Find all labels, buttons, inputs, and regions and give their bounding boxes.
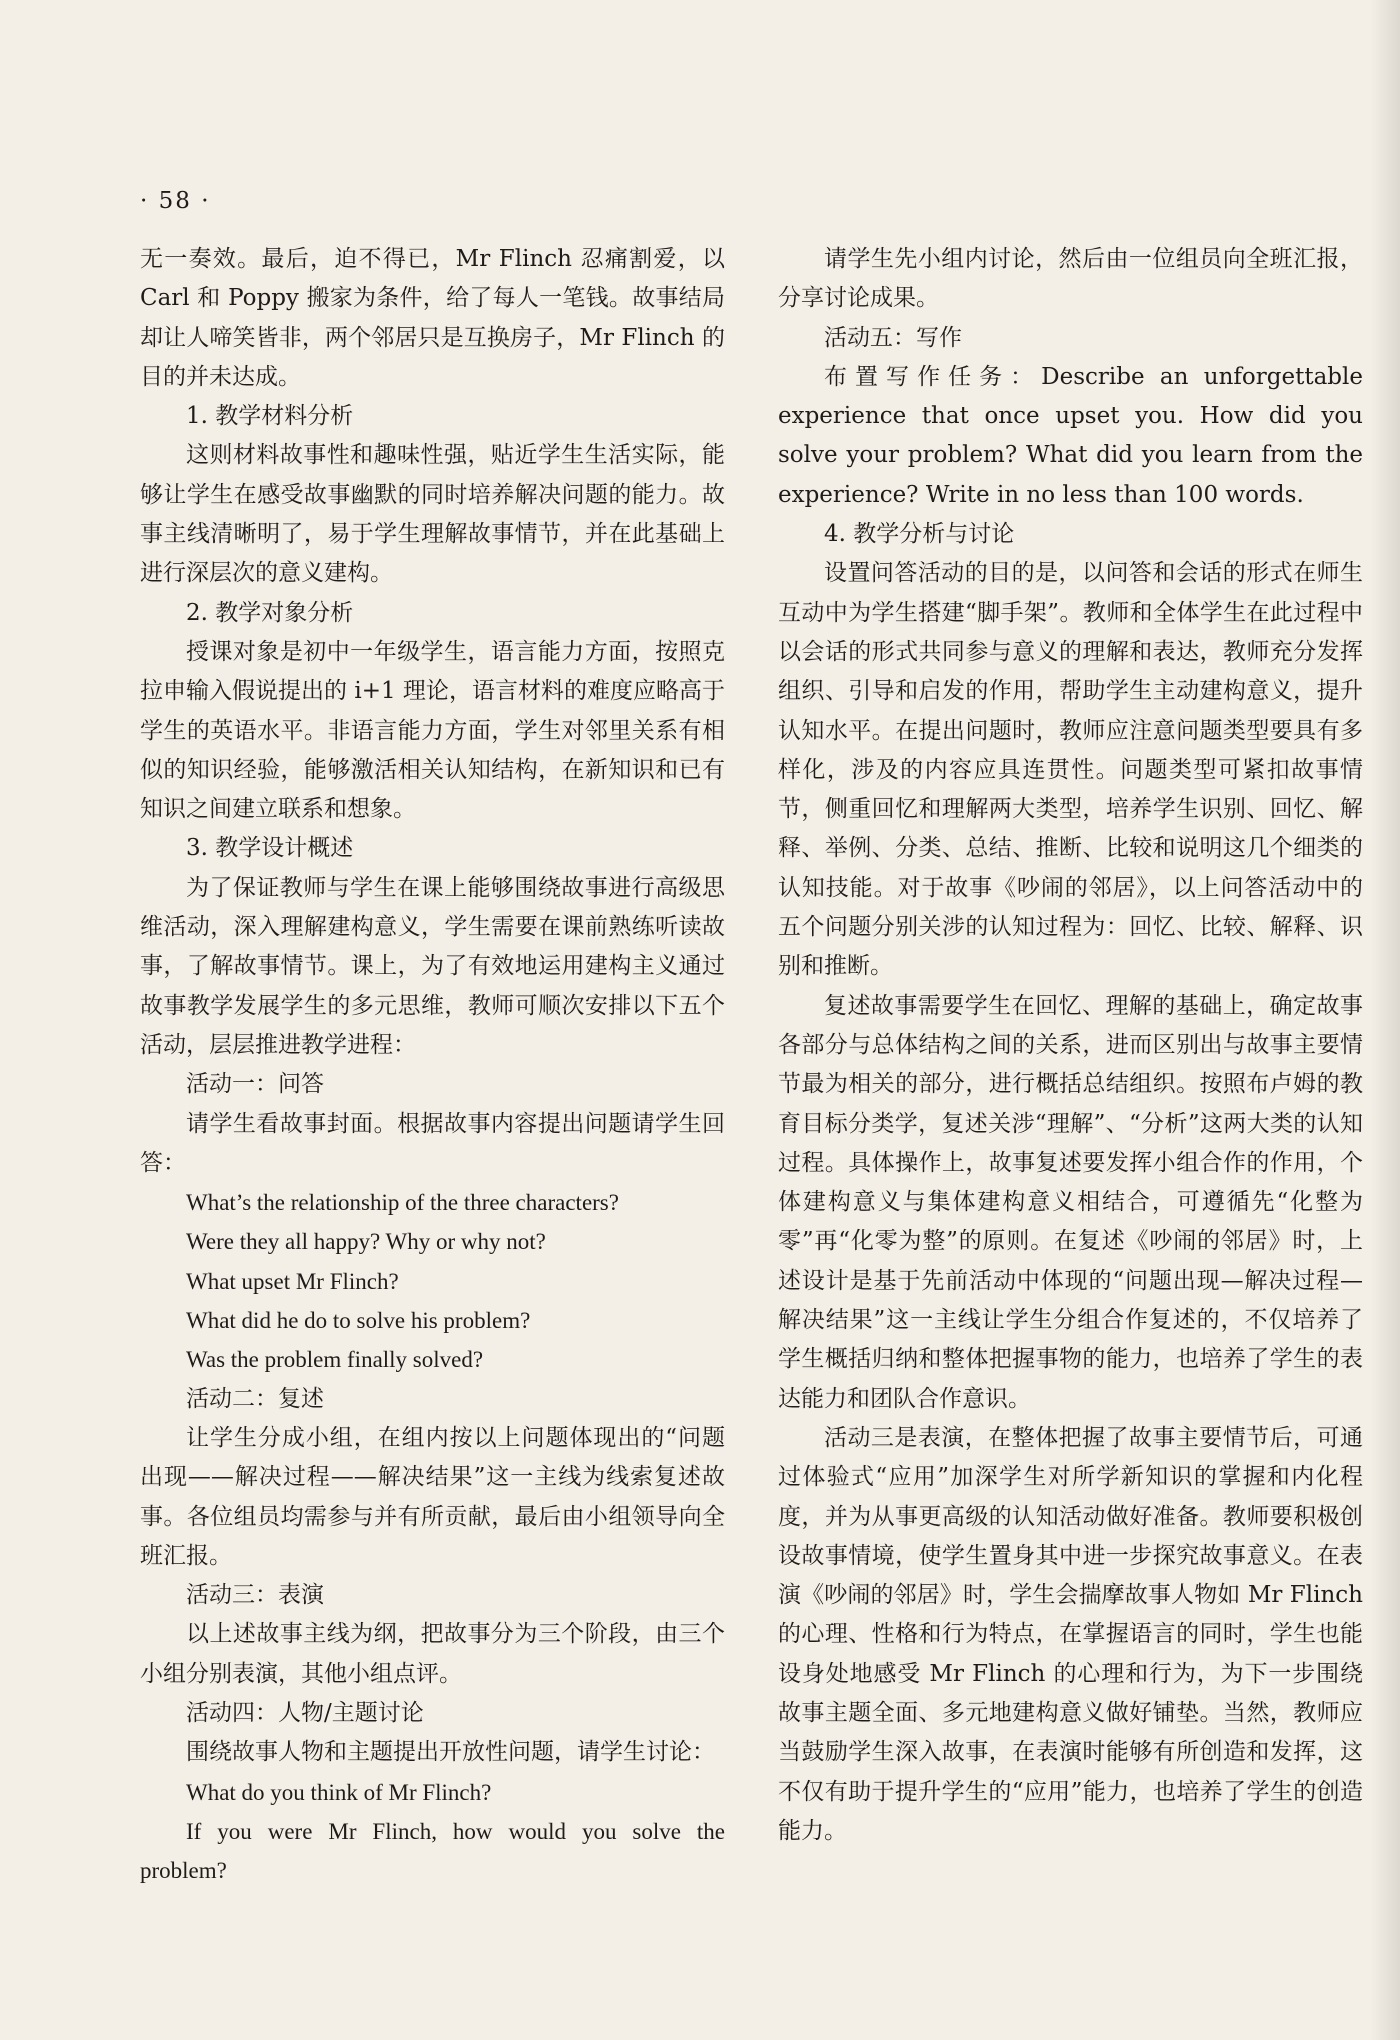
paragraph: Was the problem finally solved? xyxy=(186,1347,484,1373)
paragraph: What’s the relationship of the three characters? xyxy=(186,1190,619,1216)
paragraph: Were they all happy? Why or why not? xyxy=(186,1229,546,1255)
section-heading: 3. 教学设计概述 xyxy=(186,835,354,862)
paragraph: 复述故事需要学生在回忆、理解的基础上，确定故事各部分与总体结构之间的关系，进而区别出与故事主要情节最为相关的部分，进行概括总结组织。按照布卢姆的教育目标分类学，复述关涉“理解”、“分析”这两大类的认知过程。具体操作上，故事复述要发挥小组合作的作用，个体建构意义与集体建构意义相结合，可遵循先“化整为零”再“化零为整”的原则。在复述《吵闹的邻居》时，上述设计是基于先前活动中体现的“问题出现—解决过程—解决结果”这一主线让学生分组合作复述的，不仅培养了学生概括归纳和整体把握事物的能力，也培养了学生的表达能力和团队合作意识。 xyxy=(778,992,1363,1412)
section-heading: 活动一：问答 xyxy=(186,1071,324,1098)
paragraph: What upset Mr Flinch? xyxy=(186,1268,399,1294)
paragraph: 请学生看故事封面。根据故事内容提出问题请学生回答： xyxy=(140,1110,725,1176)
paragraph: What do you think of Mr Flinch? xyxy=(186,1779,492,1805)
paragraph: 以上述故事主线为纲，把故事分为三个阶段，由三个小组分别表演，其他小组点评。 xyxy=(140,1621,725,1687)
paragraph: What did he do to solve his problem? xyxy=(186,1308,531,1334)
section-heading: 4. 教学分析与讨论 xyxy=(824,521,1015,548)
section-heading: 活动三：表演 xyxy=(186,1582,324,1609)
paragraph: If you were Mr Flinch, how would you solve the problem? xyxy=(140,1818,725,1884)
section-heading: 活动五：写作 xyxy=(824,324,962,351)
paragraph: 请学生先小组内讨论，然后由一位组员向全班汇报，分享讨论成果。 xyxy=(778,246,1363,312)
paragraph: 这则材料故事性和趣味性强，贴近学生生活实际，能够让学生在感受故事幽默的同时培养解决问题的能力。故事主线清晰明了，易于学生理解故事情节，并在此基础上进行深层次的意义建构。 xyxy=(140,442,725,587)
section-heading: 1. 教学材料分析 xyxy=(186,403,354,430)
paragraph: 设置问答活动的目的是，以问答和会话的形式在师生互动中为学生搭建“脚手架”。教师和全体学生在此过程中以会话的形式共同参与意义的理解和表达，教师充分发挥组织、引导和启发的作用，帮助学生主动建构意义，提升认知水平。在提出问题时，教师应注意问题类型要具有多样化，涉及的内容应具连贯性。问题类型可紧扣故事情节，侧重回忆和理解两大类型，培养学生识别、回忆、解释、举例、分类、总结、推断、比较和说明这几个细类的认知技能。对于故事《吵闹的邻居》，以上问答活动中的五个问题分别关涉的认知过程为：回忆、比较、解释、识别和推断。 xyxy=(778,560,1363,980)
section-heading: 2. 教学对象分析 xyxy=(186,599,354,626)
section-heading: 活动四：人物/主题讨论 xyxy=(186,1699,424,1726)
section-heading: 活动二：复述 xyxy=(186,1385,324,1412)
page-number: · 58 · xyxy=(140,188,211,214)
paragraph: 布置写作任务：Describe an unforgettable experience that once upset you. How did you solve your problem? What did you learn from the experience? Write in no less than 100 words. xyxy=(778,363,1363,508)
right-column xyxy=(778,240,1363,1851)
paragraph: 无一奏效。最后，迫不得已，Mr Flinch 忍痛割爱，以 Carl 和 Poppy 搬家为条件，给了每人一笔钱。故事结局却让人啼笑皆非，两个邻居只是互换房子，Mr Flinch 的目的并未达成。 xyxy=(140,246,725,390)
page-edge-shadow xyxy=(1370,0,1400,2040)
paragraph: 活动三是表演，在整体把握了故事主要情节后，可通过体验式“应用”加深学生对所学新知识的掌握和内化程度，并为从事更高级的认知活动做好准备。教师要积极创设故事情境，使学生置身其中进一步探究故事意义。在表演《吵闹的邻居》时，学生会揣摩故事人物如 Mr Flinch 的心理、性格和行为特点，在掌握语言的同时，学生也能设身处地感受 Mr Flinch 的心理和行为，为下一步围绕故事主题全面、多元地建构意义做好铺垫。当然，教师应当鼓励学生深入故事，在表演时能够有所创造和发挥，这不仅有助于提升学生的“应用”能力，也培养了学生的创造能力。 xyxy=(778,1424,1363,1844)
paragraph: 围绕故事人物和主题提出开放性问题，请学生讨论： xyxy=(186,1739,715,1766)
paragraph: 为了保证教师与学生在课上能够围绕故事进行高级思维活动，深入理解建构意义，学生需要在课前熟练听读故事，了解故事情节。课上，为了有效地运用建构主义通过故事教学发展学生的多元思维，教师可顺次安排以下五个活动，层层推进教学进程： xyxy=(140,874,725,1058)
paragraph: 让学生分成小组，在组内按以上问题体现出的“问题出现——解决过程——解决结果”这一主线为线索复述故事。各位组员均需参与并有所贡献，最后由小组领导向全班汇报。 xyxy=(140,1424,725,1569)
left-column xyxy=(140,240,725,1890)
paragraph: 授课对象是初中一年级学生，语言能力方面，按照克拉申输入假说提出的 i+1 理论，语言材料的难度应略高于学生的英语水平。非语言能力方面，学生对邻里关系有相似的知识经验，能够激活相关认知结构，在新知识和已有知识之间建立联系和想象。 xyxy=(140,638,725,823)
